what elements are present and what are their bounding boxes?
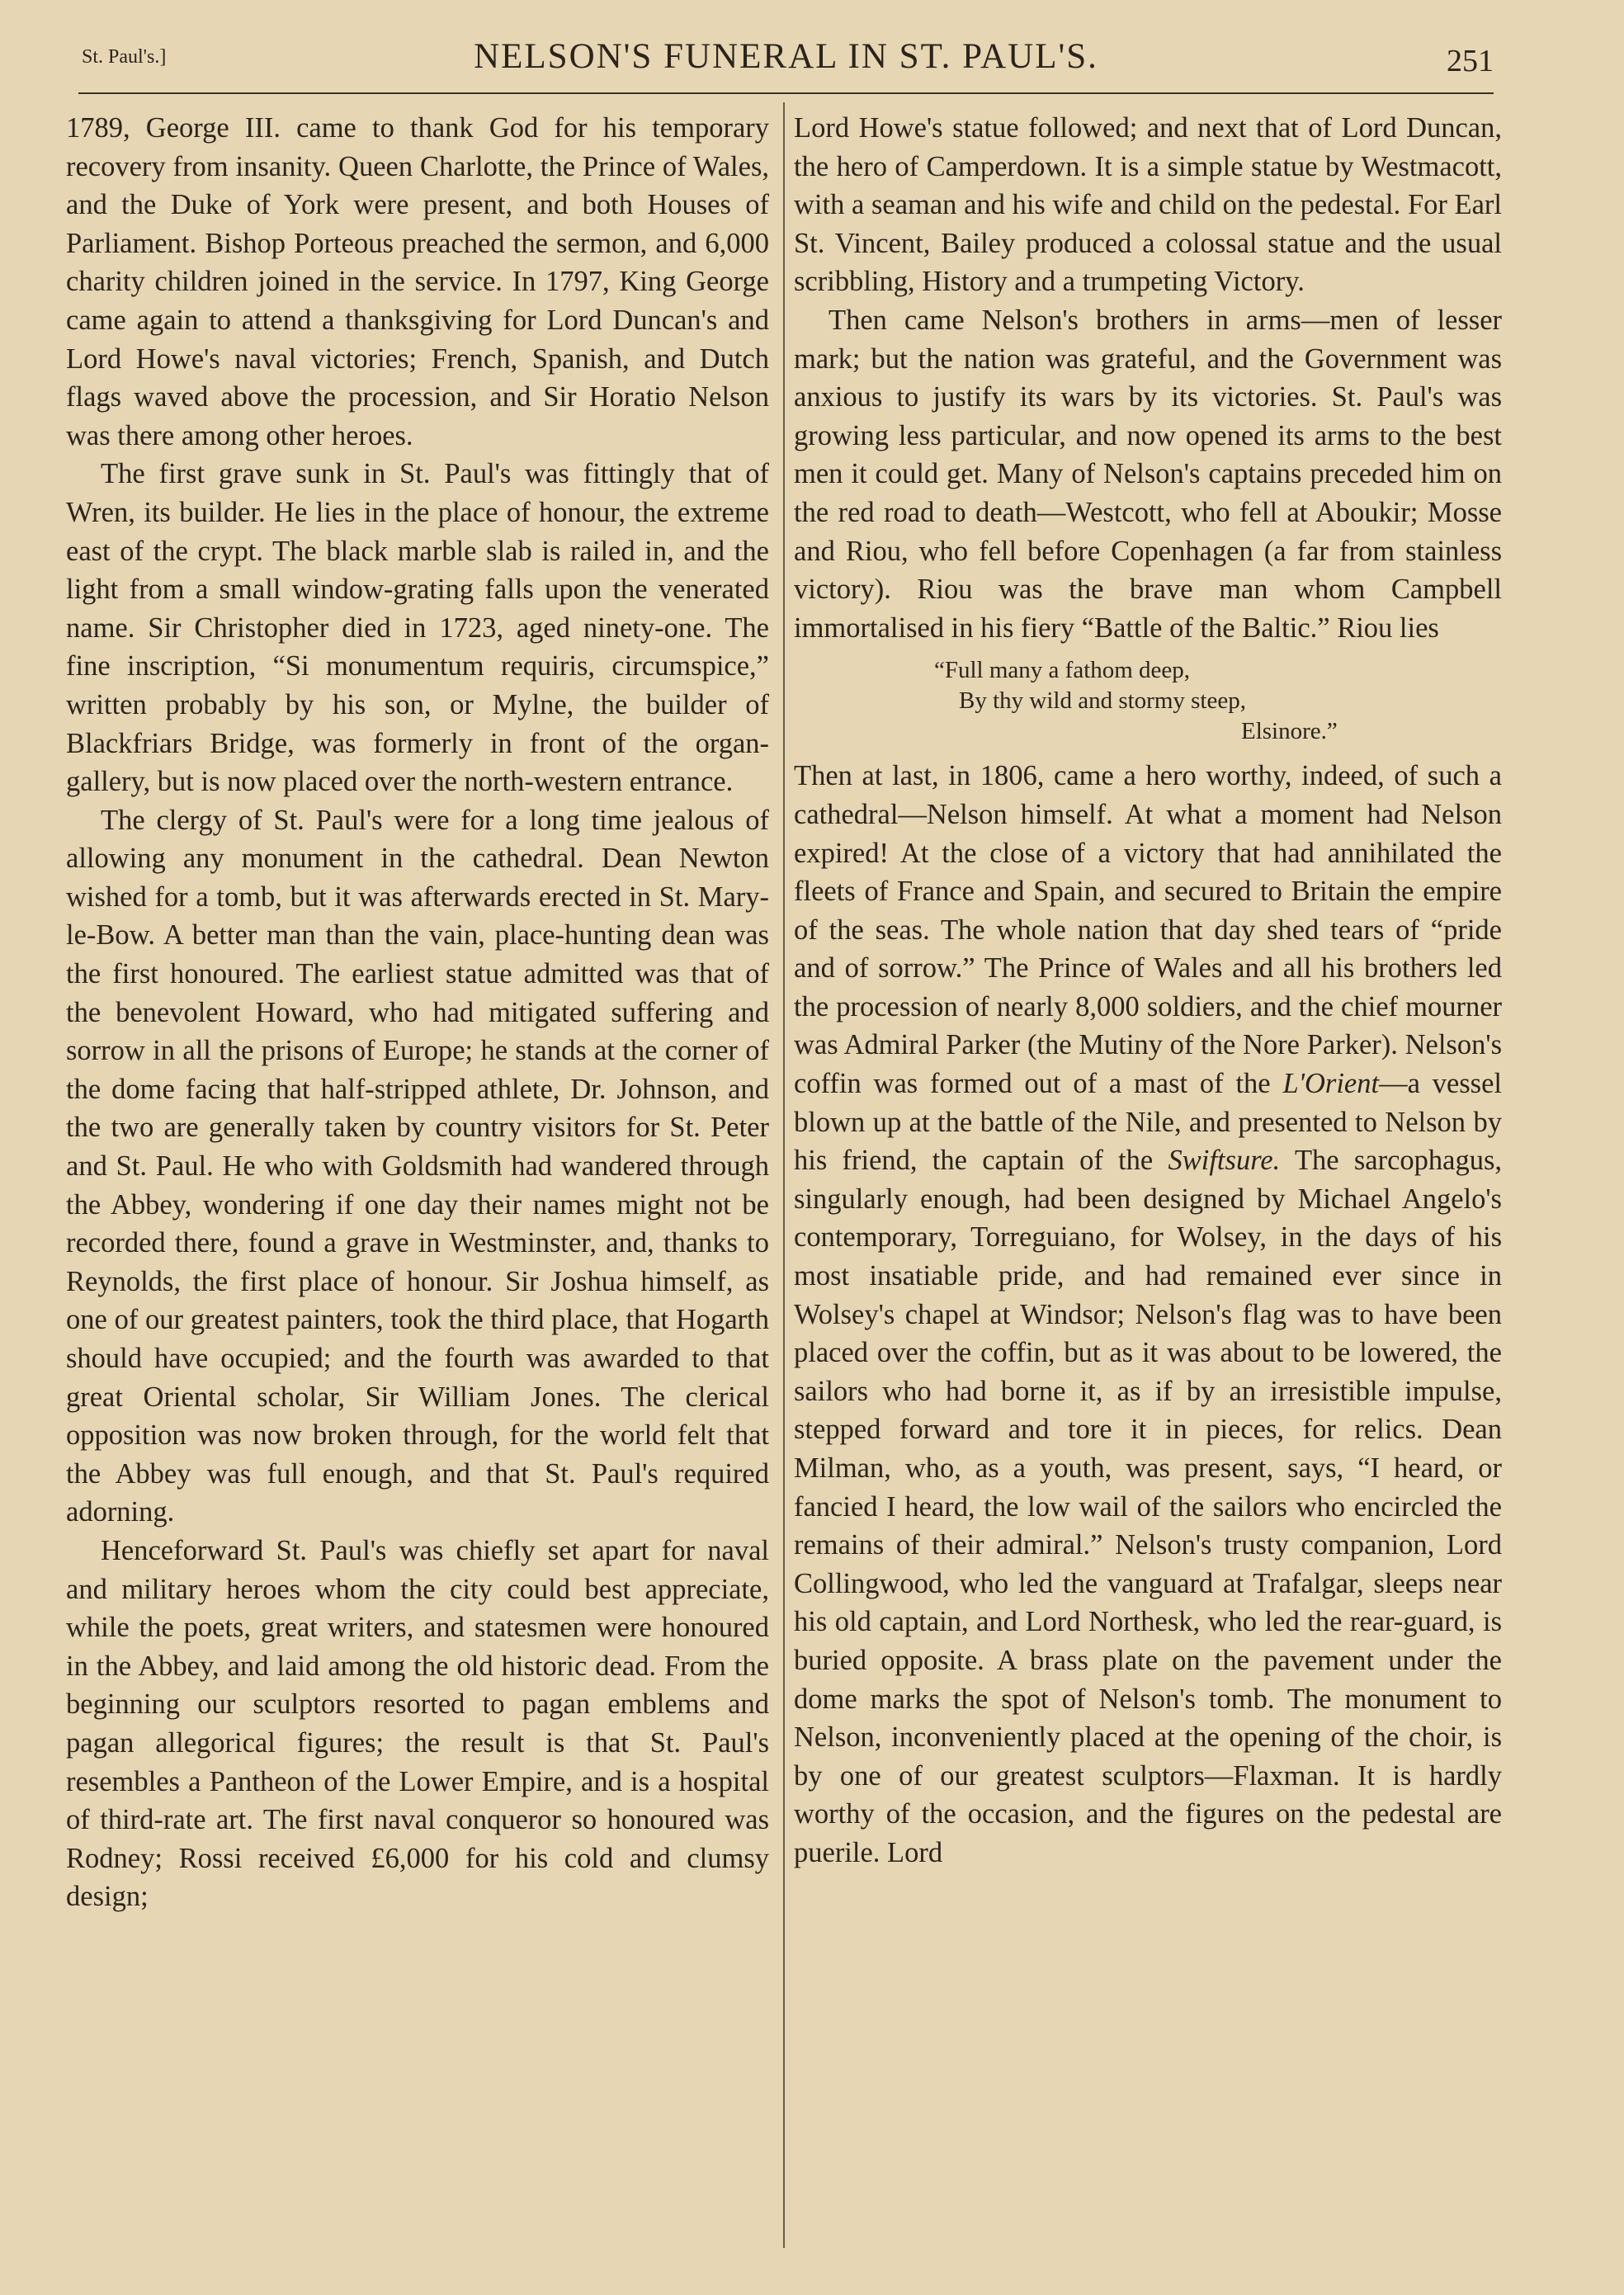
section-label: St. Paul's.] xyxy=(82,46,167,68)
paragraph: The clergy of St. Paul's were for a long time jealous of allowing any monument in the cathedral. Dean Newton wished for a tomb, but it was afterwards erected in St. Mary-le-Bow. A better man than the vain, place-hunting dean was the first honoured. The earliest statue admitted was that of the benevolent Howard, who had mitigated suffering and sorrow in all the prisons of Europe; he stands at the corner of the dome facing that half-stripped athlete, Dr. Johnson, and the two are generally taken by country visitors for St. Peter and St. Paul. He who with Goldsmith had wandered through the Abbey, wondering if one day their names might not be recorded there, found a grave in Westminster, and, thanks to Reynolds, the first place of honour. Sir Joshua himself, as one of our greatest painters, took the third place, that Hogarth should have occupied; and the fourth was awarded to that great Oriental scholar, Sir William Jones. The clerical opposition was now broken through, for the world felt that the Abbey was full enough, and that St. Paul's required adorning. xyxy=(66,804,769,1528)
paragraph xyxy=(794,757,1502,1872)
left-column xyxy=(66,109,769,1916)
paragraph-text: The sarcophagus, singularly enough, had been designed by Michael Angelo's contemporary, Torreguiano, for Wolsey, in the days of his most insatiable pride, and had remained ever since in Wolsey's chapel at Windsor; Nelson's flag was to have been placed over the coffin, but as it was about to be lowered, the sailors who had borne it, as if by an irresistible impulse, stepped forward and tore it in pieces, for relics. Dean Milman, who, as a youth, was present, says, “I heard, or fancied I heard, the low wail of the sailors who encircled the remains of their admiral.” Nelson's trusty companion, Lord Collingwood, who led the vanguard at Trafalgar, sleeps near his old captain, and Lord Northesk, who led the rear-guard, is buried opposite. A brass plate on the pavement under the dome marks the spot of Nelson's tomb. The monument to Nelson, inconveniently placed at the opening of the choir, is by one of our greatest sculptors—Flaxman. It is hardly worthy of the occasion, and the figures on the pedestal are puerile. Lord xyxy=(794,1145,1502,1868)
paragraph: Henceforward St. Paul's was chiefly set apart for naval and military heroes whom the city could best appreciate, while the poets, great writers, and statesmen were honoured in the Abbey, and laid among the old historic dead. From the beginning our sculptors resorted to pagan emblems and pagan allegorical figures; the result is that St. Paul's resembles a Pantheon of the Lower Empire, and is a hospital of third-rate art. The first naval conqueror so honoured was Rodney; Rossi received £6,000 for his cold and clumsy design; xyxy=(66,1534,769,1913)
paragraph: Then came Nelson's brothers in arms—men of lesser mark; but the nation was grateful, and the Government was anxious to justify its wars by its victories. St. Paul's was growing less particular, and now opened its arms to the best men it could get. Many of Nelson's captains preceded him on the red road to death—Westcott, who fell at Aboukir; Mosse and Riou, who fell before Copenhagen (a far from stainless victory). Riou was the brave man whom Campbell immortalised in his fiery “Battle of the Baltic.” Riou lies xyxy=(794,304,1502,644)
verse-line: By thy wild and stormy steep, xyxy=(959,687,1246,715)
verse-line: Elsinore.” xyxy=(1241,718,1338,745)
verse-line: “Full many a fathom deep, xyxy=(934,657,1191,684)
ship-name: L'Orient xyxy=(1282,1068,1380,1100)
paragraph-text: —a vessel blown up at the battle of the Nile, and presented to Nelson by his friend, the captain of the xyxy=(794,1068,1503,1177)
paragraph: The first grave sunk in St. Paul's was fittingly that of Wren, its builder. He lies in the place of honour, the extreme east of the crypt. The black marble slab is railed in, and the light from a small window-grating falls upon the venerated name. Sir Christopher died in 1723, aged ninety-one. The fine inscription, “Si monumentum requiris, circumspice,” written probably by his son, or Mylne, the builder of Blackfriars Bridge, was formerly in front of the organ-gallery, but is now placed over the north-western entrance. xyxy=(66,458,769,798)
header-rule xyxy=(78,92,1494,94)
right-column xyxy=(794,109,1502,1872)
page-number: 251 xyxy=(1447,44,1494,78)
verse-quote xyxy=(794,655,1502,747)
running-head xyxy=(78,33,1494,91)
ship-name: Swiftsure. xyxy=(1168,1145,1281,1177)
page-title: NELSON'S FUNERAL IN ST. PAUL'S. xyxy=(474,37,1098,76)
paragraph: 1789, George III. came to thank God for his temporary recovery from insanity. Queen Charlotte, the Prince of Wales, and the Duke of York were present, and both Houses of Parliament. Bishop Porteous preached the sermon, and 6,000 charity children joined in the service. In 1797, King George came again to attend a thanksgiving for Lord Duncan's and Lord Howe's naval victories; French, Spanish, and Dutch flags waved above the procession, and Sir Horatio Nelson was there among other heroes. xyxy=(66,112,769,451)
paragraph-text: Then at last, in 1806, came a hero worthy, indeed, of such a cathedral—Nelson himself. At what a moment had Nelson expired! At the close of a victory that had annihilated the fleets of France and Spain, and secured to Britain the empire of the seas. The whole nation that day shed tears of “pride and of sorrow.” The Prince of Wales and all his brothers led the procession of nearly 8,000 soldiers, and the chief mourner was Admiral Parker (the Mutiny of the Nore Parker). Nelson's coffin was formed out of a mast of the xyxy=(794,760,1502,1100)
paragraph: Lord Howe's statue followed; and next that of Lord Duncan, the hero of Camperdown. It is a simple statue by Westmacott, with a seaman and his wife and child on the pedestal. For Earl St. Vincent, Bailey produced a colossal statue and the usual scribbling, History and a trumpeting Victory. xyxy=(794,112,1502,298)
column-divider xyxy=(783,102,785,2248)
